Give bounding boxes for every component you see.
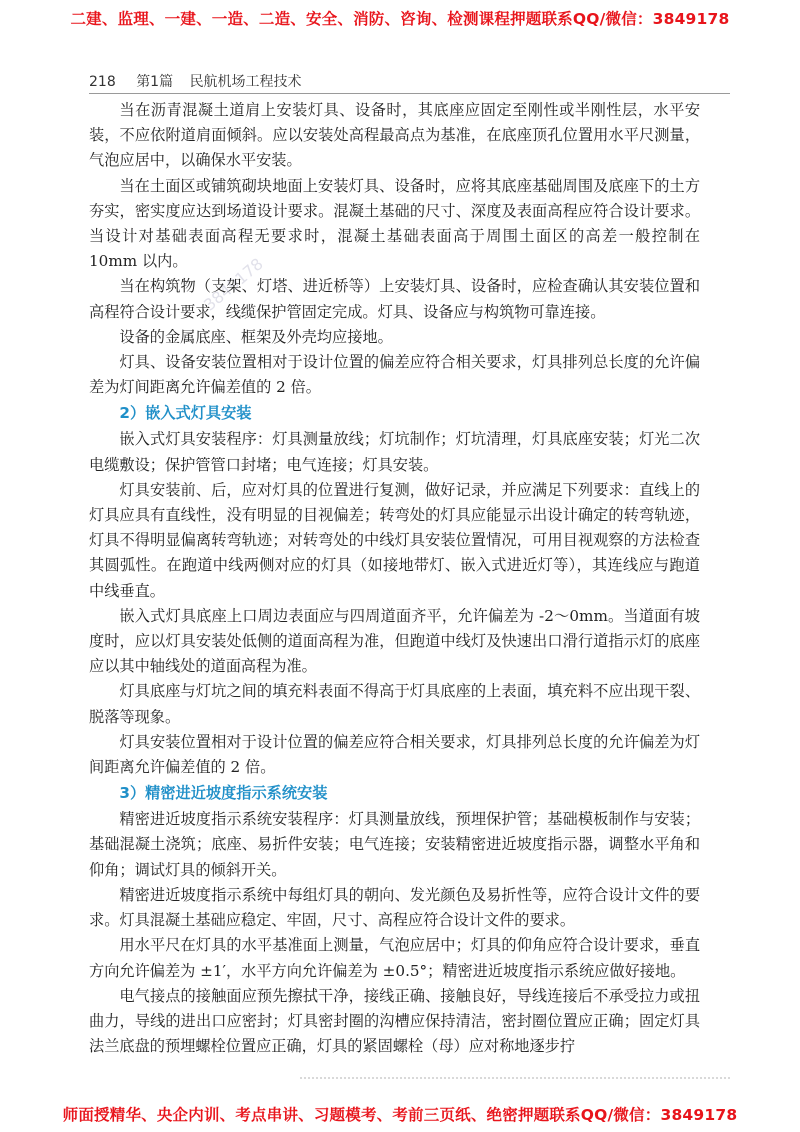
paragraph: 设备的金属底座、框架及外壳均应接地。 [119, 327, 393, 346]
paragraph: 嵌入式灯具底座上口周边表面应与四周道面齐平，允许偏差为 -2～0mm。当道面有坡度时，应以灯具安装处低侧的道面高程为准，但跑道中线灯及快速出口滑行道指示灯的底座应以其中轴线处的道面高程为准。 [89, 606, 700, 676]
paragraph: 当在沥青混凝土道肩上安装灯具、设备时，其底座应固定至刚性或半刚性层，水平安装，不应依附道肩面倾斜。应以安装处高程最高点为基准，在底座顶孔位置用水平尺测量，气泡应居中，以确保水平安装。 [89, 101, 700, 170]
part-label: 第1篇 [136, 74, 174, 90]
paragraph: 嵌入式灯具安装程序：灯具测量放线；灯坑制作；灯坑清理，灯具底座安装；灯光二次电缆敷设；保护管管口封堵；电气连接；灯具安装。 [89, 430, 700, 474]
paragraph: 灯具、设备安装位置相对于设计位置的偏差应符合相关要求，灯具排列总长度的允许偏差为灯间距离允许偏差值的 2 倍。 [89, 353, 700, 397]
paragraph: 精密进近坡度指示系统中每组灯具的朝向、发光颜色及易折性等，应符合设计文件的要求。灯具混凝土基础应稳定、牢固，尺寸、高程应符合设计文件的要求。 [89, 885, 700, 930]
footer-faint-line [300, 1077, 730, 1079]
top-promo-banner: 二建、监理、一建、一造、二造、安全、消防、咨询、检测课程押题联系QQ/微信：3849178 [70, 10, 730, 28]
part-title: 民航机场工程技术 [189, 74, 302, 90]
section-heading: 3）精密进近坡度指示系统安装 [119, 784, 328, 803]
page-number: 218 [89, 74, 116, 90]
header-rule [89, 93, 730, 94]
body-text [89, 98, 700, 1059]
bottom-promo-banner: 师面授精华、央企内训、考点串讲、习题模考、考前三页纸、绝密押题联系QQ/微信：3849178 [62, 1106, 738, 1124]
paragraph: 当在构筑物（支架、灯塔、进近桥等）上安装灯具、设备时，应检查确认其安装位置和高程符合设计要求，线缆保护管固定完成。灯具、设备应与构筑物可靠连接。 [89, 277, 700, 321]
paragraph: 当在土面区或铺筑砌块地面上安装灯具、设备时，应将其底座基础周围及底座下的土方夯实，密实度应达到场道设计要求。混凝土基础的尺寸、深度及表面高程应符合设计要求。当设计对基础表面高程无要求时，混凝土基础表面高于周围土面区的高差一般控制在 10mm 以内。 [89, 176, 700, 271]
paragraph: 灯具安装位置相对于设计位置的偏差应符合相关要求，灯具排列总长度的允许偏差为灯间距离允许偏差值的 2 倍。 [89, 732, 700, 777]
section-heading: 2）嵌入式灯具安装 [119, 404, 252, 423]
running-header [89, 71, 302, 91]
paragraph: 电气接点的接触面应预先擦拭干净，接线正确、接触良好，导线连接后不承受拉力或扭曲力，导线的进出口应密封；灯具密封圈的沟槽应保持清洁，密封圈位置应正确；固定灯具法兰底盘的预埋螺栓位置应正确，灯具的紧固螺栓（母）应对称地逐步拧 [89, 986, 700, 1056]
diagonal-watermark: 3849178 [200, 254, 267, 315]
paragraph: 灯具安装前、后，应对灯具的位置进行复测，做好记录，并应满足下列要求：直线上的灯具应具有直线性，没有明显的目视偏差；转弯处的灯具应能显示出设计确定的转弯轨迹，灯具不得明显偏离转弯轨迹；对转弯处的中线灯具安装位置情况，可用目视观察的方法检查其圆弧性。在跑道中线两侧对应的灯具（如接地带灯、嵌入式进近灯等），其连线应与跑道中线垂直。 [89, 480, 700, 600]
paragraph: 精密进近坡度指示系统安装程序：灯具测量放线，预埋保护管；基础模板制作与安装；基础混凝土浇筑；底座、易折件安装；电气连接；安装精密进近坡度指示器，调整水平角和仰角；调试灯具的倾斜开关。 [89, 810, 700, 879]
paragraph: 灯具底座与灯坑之间的填充料表面不得高于灯具底座的上表面，填充料不应出现干裂、脱落等现象。 [89, 682, 700, 726]
paragraph: 用水平尺在灯具的水平基准面上测量，气泡应居中；灯具的仰角应符合设计要求，垂直方向允许偏差为 ±1′，水平方向允许偏差为 ±0.5°；精密进近坡度指示系统应做好接地。 [89, 936, 700, 980]
